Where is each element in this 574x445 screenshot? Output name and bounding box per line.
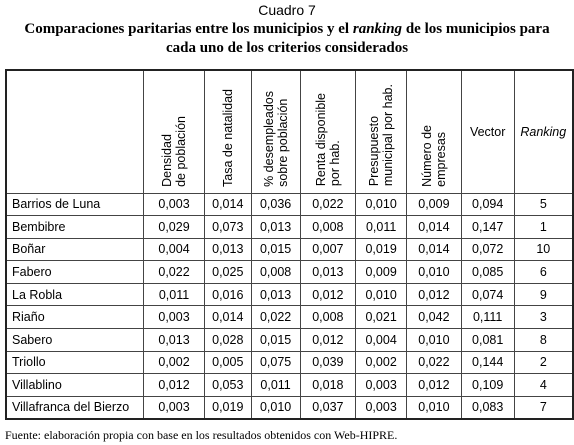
unemployed-cell: 0,036 <box>251 193 300 216</box>
unemployed-cell: 0,013 <box>251 283 300 306</box>
companies-cell: 0,012 <box>407 374 462 397</box>
birthrate-cell: 0,014 <box>204 193 251 216</box>
companies-cell: 0,042 <box>407 306 462 329</box>
budget-cell: 0,009 <box>356 261 407 284</box>
table-row <box>6 216 573 239</box>
municipality-cell: Villafranca del Bierzo <box>6 396 144 419</box>
companies-cell: 0,010 <box>407 329 462 352</box>
table-row <box>6 306 573 329</box>
municipality-cell: Riaño <box>6 306 144 329</box>
birthrate-cell: 0,014 <box>204 306 251 329</box>
municipality-cell: Sabero <box>6 329 144 352</box>
ranking-cell: 2 <box>514 351 573 374</box>
companies-cell: 0,012 <box>407 283 462 306</box>
ranking-cell: 9 <box>514 283 573 306</box>
source-note: Fuente: elaboración propia con base en los resultados obtenidos con Web-HIPRE. <box>5 428 398 442</box>
municipality-cell: La Robla <box>6 283 144 306</box>
vector-cell: 0,144 <box>461 351 514 374</box>
budget-cell: 0,004 <box>356 329 407 352</box>
density-cell: 0,002 <box>144 351 205 374</box>
birthrate-cell: 0,028 <box>204 329 251 352</box>
municipality-cell: Fabero <box>6 261 144 284</box>
density-cell: 0,003 <box>144 396 205 419</box>
budget-cell: 0,010 <box>356 193 407 216</box>
birthrate-cell: 0,016 <box>204 283 251 306</box>
table-row <box>6 238 573 261</box>
municipality-cell: Triollo <box>6 351 144 374</box>
budget-cell: 0,011 <box>356 216 407 239</box>
ranking-cell: 6 <box>514 261 573 284</box>
title-part-1: Comparaciones paritarias entre los municipios y el <box>24 21 353 37</box>
density-cell: 0,003 <box>144 193 205 216</box>
header-vector: Vector <box>461 70 514 193</box>
title-part-2: de los municipios para <box>402 21 550 37</box>
header-ranking: Ranking <box>514 70 573 193</box>
header-companies <box>407 70 462 193</box>
table-title <box>0 20 574 58</box>
density-cell: 0,029 <box>144 216 205 239</box>
municipality-cell: Bembibre <box>6 216 144 239</box>
density-cell: 0,011 <box>144 283 205 306</box>
header-density-label: Densidad de población <box>160 115 189 187</box>
ranking-cell: 3 <box>514 306 573 329</box>
companies-cell: 0,009 <box>407 193 462 216</box>
vector-cell: 0,111 <box>461 306 514 329</box>
header-row <box>6 70 573 193</box>
income-cell: 0,012 <box>300 329 356 352</box>
table-row <box>6 329 573 352</box>
vector-cell: 0,081 <box>461 329 514 352</box>
unemployed-cell: 0,010 <box>251 396 300 419</box>
vector-cell: 0,085 <box>461 261 514 284</box>
companies-cell: 0,010 <box>407 396 462 419</box>
birthrate-cell: 0,073 <box>204 216 251 239</box>
table-number: Cuadro 7 <box>258 2 316 18</box>
income-cell: 0,039 <box>300 351 356 374</box>
vector-cell: 0,147 <box>461 216 514 239</box>
income-cell: 0,008 <box>300 216 356 239</box>
birthrate-cell: 0,025 <box>204 261 251 284</box>
companies-cell: 0,014 <box>407 216 462 239</box>
table-row <box>6 193 573 216</box>
birthrate-cell: 0,019 <box>204 396 251 419</box>
density-cell: 0,004 <box>144 238 205 261</box>
vector-cell: 0,072 <box>461 238 514 261</box>
income-cell: 0,037 <box>300 396 356 419</box>
ranking-cell: 7 <box>514 396 573 419</box>
municipality-cell: Barrios de Luna <box>6 193 144 216</box>
header-unemployed-label: % desempleados sobre población <box>261 90 290 187</box>
budget-cell: 0,021 <box>356 306 407 329</box>
budget-cell: 0,019 <box>356 238 407 261</box>
table-row <box>6 261 573 284</box>
criteria-table <box>5 69 574 420</box>
header-blank-cell <box>6 70 144 193</box>
ranking-cell: 10 <box>514 238 573 261</box>
header-birthrate-label: Tasa de natalidad <box>220 88 235 187</box>
municipality-cell: Boñar <box>6 238 144 261</box>
budget-cell: 0,003 <box>356 396 407 419</box>
income-cell: 0,012 <box>300 283 356 306</box>
ranking-cell: 4 <box>514 374 573 397</box>
unemployed-cell: 0,008 <box>251 261 300 284</box>
unemployed-cell: 0,022 <box>251 306 300 329</box>
budget-cell: 0,002 <box>356 351 407 374</box>
header-unemployed <box>251 70 300 193</box>
unemployed-cell: 0,013 <box>251 216 300 239</box>
budget-cell: 0,010 <box>356 283 407 306</box>
companies-cell: 0,022 <box>407 351 462 374</box>
density-cell: 0,012 <box>144 374 205 397</box>
header-budget-label: Presupuesto municipal por hab. <box>367 84 396 187</box>
table-row <box>6 283 573 306</box>
density-cell: 0,022 <box>144 261 205 284</box>
vector-cell: 0,094 <box>461 193 514 216</box>
density-cell: 0,003 <box>144 306 205 329</box>
header-companies-label: Número de empresas <box>419 124 448 187</box>
table-row <box>6 396 573 419</box>
income-cell: 0,022 <box>300 193 356 216</box>
income-cell: 0,007 <box>300 238 356 261</box>
municipality-cell: Villablino <box>6 374 144 397</box>
header-birthrate <box>204 70 251 193</box>
unemployed-cell: 0,015 <box>251 238 300 261</box>
unemployed-cell: 0,015 <box>251 329 300 352</box>
vector-cell: 0,074 <box>461 283 514 306</box>
income-cell: 0,013 <box>300 261 356 284</box>
budget-cell: 0,003 <box>356 374 407 397</box>
companies-cell: 0,010 <box>407 261 462 284</box>
income-cell: 0,008 <box>300 306 356 329</box>
birthrate-cell: 0,013 <box>204 238 251 261</box>
birthrate-cell: 0,005 <box>204 351 251 374</box>
ranking-cell: 5 <box>514 193 573 216</box>
unemployed-cell: 0,011 <box>251 374 300 397</box>
density-cell: 0,013 <box>144 329 205 352</box>
ranking-cell: 1 <box>514 216 573 239</box>
vector-cell: 0,083 <box>461 396 514 419</box>
table-row <box>6 351 573 374</box>
income-cell: 0,018 <box>300 374 356 397</box>
companies-cell: 0,014 <box>407 238 462 261</box>
header-income <box>300 70 356 193</box>
table-row <box>6 374 573 397</box>
birthrate-cell: 0,053 <box>204 374 251 397</box>
title-italic-term: ranking <box>352 21 403 37</box>
header-density <box>144 70 205 193</box>
ranking-cell: 8 <box>514 329 573 352</box>
title-line-2: cada uno de los criterios considerados <box>165 40 409 56</box>
unemployed-cell: 0,075 <box>251 351 300 374</box>
header-budget <box>356 70 407 193</box>
vector-cell: 0,109 <box>461 374 514 397</box>
header-income-label: Renta disponible por hab. <box>313 93 342 187</box>
